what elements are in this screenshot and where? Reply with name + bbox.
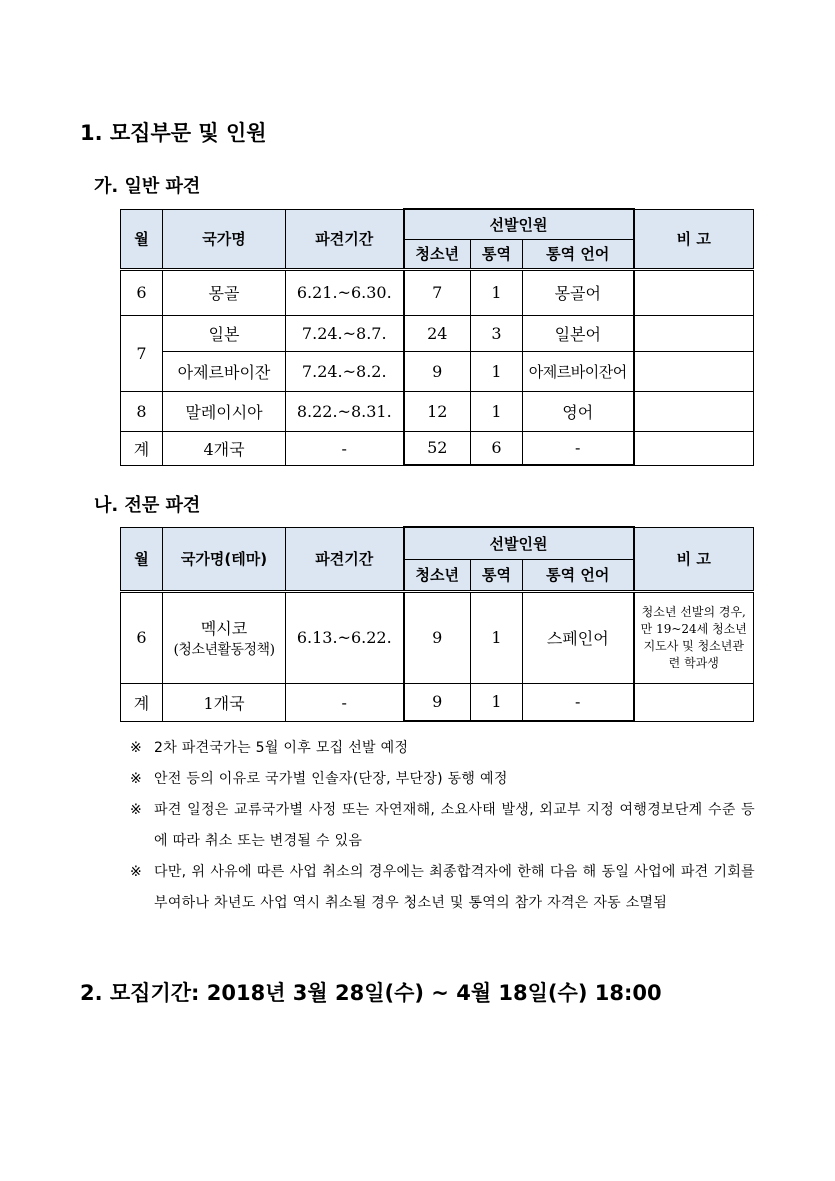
section-2-title: 2. 모집기간: 2018년 3월 28일(수) ~ 4월 18일(수) 18:00 — [80, 981, 662, 1005]
table-row — [121, 351, 754, 391]
header-youth: 청소년 — [404, 239, 471, 269]
notes-list — [130, 733, 755, 919]
header-remark: 비 고 — [634, 209, 754, 269]
cell-country — [163, 591, 286, 683]
header-interp: 통역 — [471, 239, 523, 269]
note-text: 다만, 위 사유에 따른 사업 취소의 경우에는 최종합격자에 한해 다음 해 동일 사업에 파견 기회를 부여하나 차년도 사업 역시 취소될 경우 청소년 및 통역의 참가 자격은 자동 소멸됨 — [154, 864, 755, 911]
cell-period: 6.13.~6.22. — [286, 591, 404, 683]
cell-lang: 몽골어 — [523, 269, 634, 315]
section-1-title: 1. 모집부문 및 인원 — [80, 121, 267, 145]
cell-youth: 12 — [404, 391, 471, 431]
cell-youth: 9 — [404, 591, 471, 683]
table-row — [121, 315, 754, 351]
cell-interp: 6 — [471, 431, 523, 465]
cell-interp: 1 — [471, 351, 523, 391]
cell-interp: 1 — [471, 683, 523, 721]
cell-month: 7 — [121, 315, 163, 391]
cell-remark — [634, 391, 754, 431]
cell-period: 7.24.~8.2. — [286, 351, 404, 391]
cell-country: 일본 — [163, 315, 286, 351]
cell-youth: 52 — [404, 431, 471, 465]
country-theme: (청소년활동정책) — [173, 642, 275, 658]
cell-month: 6 — [121, 269, 163, 315]
cell-youth: 24 — [404, 315, 471, 351]
cell-month: 6 — [121, 591, 163, 683]
cell-lang: - — [523, 683, 634, 721]
cell-country: 1개국 — [163, 683, 286, 721]
header-country: 국가명(테마) — [163, 527, 286, 591]
cell-total-label: 계 — [121, 683, 163, 721]
header-selection: 선발인원 — [404, 527, 634, 559]
cell-period: - — [286, 683, 404, 721]
header-month: 월 — [121, 209, 163, 269]
note-mark: ※ — [130, 771, 143, 787]
header-period: 파견기간 — [286, 527, 404, 591]
note-mark: ※ — [130, 802, 143, 818]
note-text: 2차 파견국가는 5월 이후 모집 선발 예정 — [154, 740, 409, 756]
cell-youth: 9 — [404, 683, 471, 721]
cell-interp: 1 — [471, 269, 523, 315]
note-item — [130, 795, 755, 857]
cell-remark: 청소년 선발의 경우, 만 19~24세 청소년지도사 및 청소년관련 학과생 — [634, 591, 754, 683]
cell-country: 말레이시아 — [163, 391, 286, 431]
header-interp: 통역 — [471, 559, 523, 591]
cell-lang: - — [523, 431, 634, 465]
header-lang: 통역 언어 — [523, 559, 634, 591]
note-text: 파견 일정은 교류국가별 사정 또는 자연재해, 소요사태 발생, 외교부 지정 여행경보단계 수준 등에 따라 취소 또는 변경될 수 있음 — [154, 802, 755, 849]
cell-country: 몽골 — [163, 269, 286, 315]
cell-lang: 스페인어 — [523, 591, 634, 683]
cell-lang: 일본어 — [523, 315, 634, 351]
cell-lang: 영어 — [523, 391, 634, 431]
note-mark: ※ — [130, 864, 143, 880]
table-row — [121, 591, 754, 683]
cell-interp: 1 — [471, 591, 523, 683]
cell-country: 아제르바이잔 — [163, 351, 286, 391]
cell-period: 6.21.~6.30. — [286, 269, 404, 315]
header-period: 파견기간 — [286, 209, 404, 269]
table-row — [121, 391, 754, 431]
table-total-row — [121, 683, 754, 721]
cell-interp: 1 — [471, 391, 523, 431]
note-item — [130, 733, 755, 764]
note-text: 안전 등의 이유로 국가별 인솔자(단장, 부단장) 동행 예정 — [154, 771, 508, 787]
cell-interp: 3 — [471, 315, 523, 351]
country-name: 멕시코 — [200, 619, 248, 638]
special-dispatch-table — [120, 526, 754, 722]
header-country: 국가명 — [163, 209, 286, 269]
cell-month: 8 — [121, 391, 163, 431]
table-header-row — [121, 209, 754, 239]
note-mark: ※ — [130, 740, 143, 756]
cell-remark — [634, 315, 754, 351]
cell-total-label: 계 — [121, 431, 163, 465]
header-remark: 비 고 — [634, 527, 754, 591]
header-selection: 선발인원 — [404, 209, 634, 239]
cell-remark — [634, 351, 754, 391]
table-total-row — [121, 431, 754, 465]
cell-period: 7.24.~8.7. — [286, 315, 404, 351]
header-month: 월 — [121, 527, 163, 591]
header-youth: 청소년 — [404, 559, 471, 591]
cell-lang: 아제르바이잔어 — [523, 351, 634, 391]
cell-period: - — [286, 431, 404, 465]
cell-remark — [634, 269, 754, 315]
special-dispatch-title: 나. 전문 파견 — [94, 495, 201, 516]
note-item — [130, 764, 755, 795]
table-row — [121, 269, 754, 315]
header-lang: 통역 언어 — [523, 239, 634, 269]
cell-youth: 9 — [404, 351, 471, 391]
general-dispatch-title: 가. 일반 파견 — [94, 176, 201, 197]
cell-period: 8.22.~8.31. — [286, 391, 404, 431]
note-item — [130, 857, 755, 919]
cell-youth: 7 — [404, 269, 471, 315]
cell-remark — [634, 431, 754, 465]
cell-country: 4개국 — [163, 431, 286, 465]
cell-remark — [634, 683, 754, 721]
table-header-row — [121, 527, 754, 559]
general-dispatch-table — [120, 208, 754, 466]
